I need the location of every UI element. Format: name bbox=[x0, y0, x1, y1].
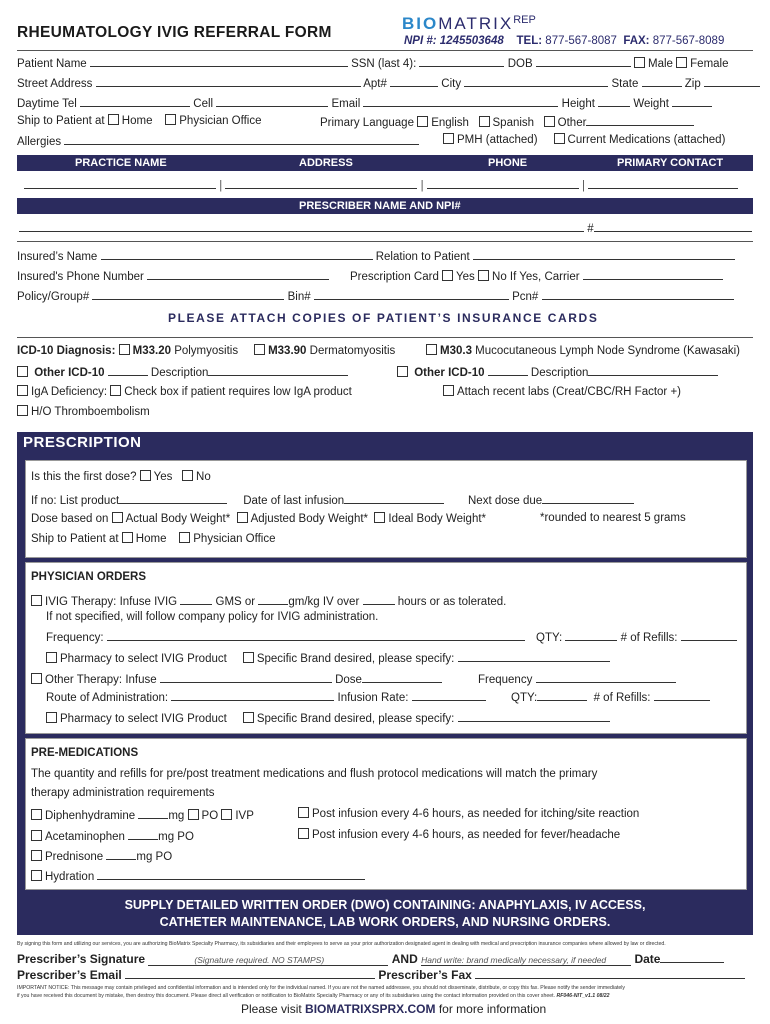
insured-name-field[interactable] bbox=[101, 248, 373, 260]
company-logo: $BIOMATRIX^{REP}$ bbox=[402, 14, 536, 33]
ivig-gmkg-field[interactable] bbox=[258, 593, 288, 605]
ivig-row: IVIG Therapy: Infuse IVIG GMS or gm/kg IV over hours or as tolerated. bbox=[31, 593, 506, 608]
first-dose-no-checkbox[interactable] bbox=[182, 470, 193, 481]
practice-fields-row: | | | bbox=[24, 177, 738, 192]
address-row: Street Address Apt# City State Zip bbox=[17, 75, 760, 90]
kawasaki-option: M30.3 Mucocutaneous Lymph Node Syndrome (Kawasaki) bbox=[426, 344, 740, 357]
last-infusion-field[interactable] bbox=[344, 492, 444, 504]
premedications-title: PRE-MEDICATIONS bbox=[31, 747, 139, 759]
premeds-text-1: The quantity and refills for pre/post treatment medications and flush protocol medications will match the primary bbox=[31, 768, 598, 780]
post-itch-row: Post infusion every 4-6 hours, as needed for itching/site reaction bbox=[298, 807, 639, 820]
primary-contact-field[interactable] bbox=[588, 177, 738, 189]
pharmacy-select-checkbox-1[interactable] bbox=[46, 652, 57, 663]
m303-checkbox[interactable] bbox=[426, 344, 437, 355]
prescriber-header-bar: PRESCRIBER NAME AND NPI# bbox=[17, 198, 753, 214]
other-therapy-checkbox[interactable] bbox=[31, 673, 42, 684]
male-checkbox[interactable] bbox=[634, 57, 645, 68]
ivig-gms-field[interactable] bbox=[180, 593, 212, 605]
physician-orders-title: PHYSICIAN ORDERS bbox=[31, 571, 147, 583]
pmh-checkbox[interactable] bbox=[443, 133, 454, 144]
other-icd-checkbox-1[interactable] bbox=[17, 366, 28, 377]
attach-cards-notice: PLEASE ATTACH COPIES OF PATIENT’S INSURANCE CARDS bbox=[168, 311, 599, 325]
rx-ship-office-checkbox[interactable] bbox=[179, 532, 190, 543]
acetaminophen-row: Acetaminophen mg PO bbox=[31, 828, 194, 843]
spanish-checkbox[interactable] bbox=[479, 116, 490, 127]
specific-brand-checkbox-2[interactable] bbox=[243, 712, 254, 723]
dob-field[interactable] bbox=[536, 55, 631, 67]
brand-necessary-field[interactable]: Hand write: brand medically necessary, if needed bbox=[421, 955, 631, 966]
prescriber-npi-field[interactable] bbox=[594, 220, 752, 232]
qty-field-1[interactable] bbox=[565, 629, 617, 641]
other-frequency-field[interactable] bbox=[536, 671, 676, 683]
pharmacy-select-checkbox-2[interactable] bbox=[46, 712, 57, 723]
insured-phone-field[interactable] bbox=[147, 268, 329, 280]
pcn-field[interactable] bbox=[542, 288, 734, 300]
next-dose-row: Next dose due bbox=[468, 492, 634, 507]
physician-orders-box bbox=[25, 562, 747, 734]
adjusted-weight-checkbox[interactable] bbox=[237, 512, 248, 523]
rate-field[interactable] bbox=[412, 689, 486, 701]
bin-field[interactable] bbox=[314, 288, 509, 300]
hydration-field[interactable] bbox=[97, 868, 365, 880]
policy-field[interactable] bbox=[92, 288, 284, 300]
allergies-row: Allergies bbox=[17, 133, 419, 148]
prescriber-fax-field[interactable] bbox=[475, 967, 745, 979]
specific-brand-field-2[interactable] bbox=[458, 710, 610, 722]
insured-name-row: Insured’s Name Relation to Patient bbox=[17, 248, 735, 263]
diphen-po-checkbox[interactable] bbox=[188, 809, 199, 820]
other-icd-field-2[interactable] bbox=[488, 364, 528, 376]
labs-row: Attach recent labs (Creat/CBC/RH Factor +) bbox=[443, 385, 681, 398]
website-link[interactable]: BIOMATRIXSPRX.COM bbox=[305, 1002, 436, 1016]
m3390-checkbox[interactable] bbox=[254, 344, 265, 355]
post-fever-row: Post infusion every 4-6 hours, as needed for fever/headache bbox=[298, 828, 620, 841]
dose-based-row: Dose based on Actual Body Weight* Adjusted Body Weight* Ideal Body Weight* bbox=[31, 513, 487, 525]
insured-phone-row: Insured's Phone Number bbox=[17, 268, 329, 283]
product-row: If no: List product Date of last infusion bbox=[31, 492, 444, 507]
other-language-field[interactable] bbox=[586, 114, 694, 126]
low-iga-checkbox[interactable] bbox=[110, 385, 121, 396]
female-checkbox[interactable] bbox=[676, 57, 687, 68]
frequency-field[interactable] bbox=[107, 629, 525, 641]
hydration-checkbox[interactable] bbox=[31, 870, 42, 881]
ideal-weight-checkbox[interactable] bbox=[374, 512, 385, 523]
other-therapy-row: Other Therapy: Infuse Dose bbox=[31, 671, 442, 686]
form-title: RHEUMATOLOGY IVIG REFERRAL FORM bbox=[17, 24, 332, 41]
street-field[interactable] bbox=[96, 75, 361, 87]
diagnosis-row: ICD-10 Diagnosis: M33.20 Polymyositis M33.90 Dermatomyositis bbox=[17, 345, 396, 357]
other-icd-checkbox-2[interactable] bbox=[397, 366, 408, 377]
prescriber-email-field[interactable] bbox=[125, 967, 375, 979]
ship-language-row: Ship to Patient at Home Physician Office bbox=[17, 115, 262, 127]
thrombo-row: H/O Thromboembolism bbox=[17, 405, 150, 418]
qty-refills-row-2: QTY: # of Refills: bbox=[511, 689, 710, 704]
labs-checkbox[interactable] bbox=[443, 385, 454, 396]
prescriber-fields-row: # bbox=[19, 220, 752, 235]
description-field-2[interactable] bbox=[588, 364, 718, 376]
notice-line-2: if you have received this document by mistake, then destroy this document. Please direct all verification or notification to BioMatrix Specialty Pharmacy or any of its subsidiaries using the contact information provided on this cover sheet. RF046-NIT_v1.1 08/22 bbox=[17, 993, 610, 999]
zip-field[interactable] bbox=[704, 75, 760, 87]
route-row: Route of Administration: Infusion Rate: bbox=[46, 689, 486, 704]
apt-field[interactable] bbox=[390, 75, 438, 87]
practice-name-field[interactable] bbox=[24, 177, 216, 189]
refills-field-2[interactable] bbox=[654, 689, 710, 701]
rounding-note: *rounded to nearest 5 grams bbox=[540, 512, 686, 524]
first-dose-yes-checkbox[interactable] bbox=[140, 470, 151, 481]
policy-row: Policy/Group# Bin# Pcn# bbox=[17, 288, 734, 303]
ivig-product-row: Pharmacy to select IVIG Product Specific Brand desired, please specify: bbox=[46, 650, 610, 665]
rx-card-no-checkbox[interactable] bbox=[478, 270, 489, 281]
insurance-divider bbox=[17, 337, 753, 338]
diphen-mg-field[interactable] bbox=[138, 807, 168, 819]
notice-line-1: IMPORTANT NOTICE: This message may contain privileged and confidential information and is intended only for the individual named. If you are not the named addressee, you should not disseminate, distribute, or copy this fax. Please notify the sender immediately bbox=[17, 985, 626, 991]
pred-mg-field[interactable] bbox=[106, 848, 136, 860]
header-divider bbox=[17, 50, 753, 51]
prescriber-name-field[interactable] bbox=[19, 220, 584, 232]
next-dose-field[interactable] bbox=[542, 492, 634, 504]
email-field[interactable] bbox=[363, 95, 558, 107]
specific-brand-checkbox-1[interactable] bbox=[243, 652, 254, 663]
hydration-row: Hydration bbox=[31, 868, 365, 883]
patient-name-field[interactable] bbox=[90, 55, 348, 67]
qty-field-2[interactable] bbox=[537, 689, 587, 701]
dose-field[interactable] bbox=[362, 671, 442, 683]
other-therapy-field[interactable] bbox=[160, 671, 332, 683]
first-dose-row: Is this the first dose? Yes No bbox=[31, 471, 211, 483]
attachments-row: PMH (attached) Current Medications (attached) bbox=[443, 133, 725, 146]
current-meds-checkbox[interactable] bbox=[554, 133, 565, 144]
post-fever-checkbox[interactable] bbox=[298, 828, 309, 839]
date-field[interactable] bbox=[660, 951, 724, 963]
practice-header-bar: PRACTICE NAME ADDRESS PHONE PRIMARY CONTACT bbox=[17, 155, 753, 171]
premeds-text-2: therapy administration requirements bbox=[31, 787, 215, 799]
practice-address-field[interactable] bbox=[225, 177, 417, 189]
dwo-notice: SUPPLY DETAILED WRITTEN ORDER (DWO) CONTAINING: ANAPHYLAXIS, IV ACCESS, CATHETER MAINTENANCE, LAB WORK ORDERS, AND NURSING ORDERS. bbox=[124, 898, 646, 929]
ship-home-checkbox[interactable] bbox=[108, 114, 119, 125]
language-row: Primary Language English Spanish Other bbox=[320, 114, 694, 129]
visit-website: Please visit BIOMATRIXSPRX.COM for more information bbox=[241, 1002, 547, 1016]
signature-row: Prescriber’s Signature (Signature required. NO STAMPS) AND Hand write: brand medically necessary, if needed Date bbox=[17, 951, 724, 966]
daytime-field[interactable] bbox=[80, 95, 190, 107]
allergies-field[interactable] bbox=[64, 133, 419, 145]
iga-row: IgA Deficiency: Check box if patient requires low IgA product bbox=[17, 385, 352, 398]
diphenhydramine-row: Diphenhydramine mg PO IVP bbox=[31, 807, 254, 822]
phone-row: Daytime Tel Cell Email Height Weight bbox=[17, 95, 712, 110]
route-field[interactable] bbox=[171, 689, 334, 701]
email-fax-row: Prescriber’s Email Prescriber’s Fax bbox=[17, 967, 745, 982]
height-field[interactable] bbox=[598, 95, 630, 107]
frequency-row: Frequency: bbox=[46, 629, 525, 644]
prescription-title: PRESCRIPTION bbox=[23, 434, 142, 451]
consent-text: By signing this form and utilizing our services, you are authorizing BioMatrix Specialty Pharmacy, its subsidiaries and their employees to serve as your prior authorization designated agent in dealing with medical and prescription insurance companies where allowed by law or directed. bbox=[17, 941, 666, 947]
actual-weight-checkbox[interactable] bbox=[112, 512, 123, 523]
thrombo-checkbox[interactable] bbox=[17, 405, 28, 416]
acet-checkbox[interactable] bbox=[31, 830, 42, 841]
m3320-checkbox[interactable] bbox=[119, 344, 130, 355]
cell-field[interactable] bbox=[216, 95, 328, 107]
other-product-row: Pharmacy to select IVIG Product Specific Brand desired, please specify: bbox=[46, 710, 610, 725]
specific-brand-field-1[interactable] bbox=[458, 650, 610, 662]
ship-office-checkbox[interactable] bbox=[165, 114, 176, 125]
ivig-policy-note: If not specified, will follow company policy for IVIG administration. bbox=[46, 611, 379, 623]
diphen-ivp-checkbox[interactable] bbox=[221, 809, 232, 820]
carrier-field[interactable] bbox=[583, 268, 723, 280]
ivig-checkbox[interactable] bbox=[31, 595, 42, 606]
pred-checkbox[interactable] bbox=[31, 850, 42, 861]
description-field-1[interactable] bbox=[208, 364, 348, 376]
acet-mg-field[interactable] bbox=[128, 828, 158, 840]
ivig-hours-field[interactable] bbox=[363, 593, 395, 605]
iga-checkbox[interactable] bbox=[17, 385, 28, 396]
other-icd-row-1: Other ICD-10 Description bbox=[17, 364, 348, 379]
rx-ship-home-checkbox[interactable] bbox=[122, 532, 133, 543]
product-field[interactable] bbox=[119, 492, 227, 504]
other-frequency-row: Frequency bbox=[478, 671, 676, 686]
other-icd-row-2: Other ICD-10 Description bbox=[397, 364, 718, 379]
qty-refills-row-1: QTY: # of Refills: bbox=[536, 629, 737, 644]
state-field[interactable] bbox=[642, 75, 682, 87]
ssn-field[interactable] bbox=[419, 55, 504, 67]
other-icd-field-1[interactable] bbox=[108, 364, 148, 376]
weight-field[interactable] bbox=[672, 95, 712, 107]
city-field[interactable] bbox=[464, 75, 608, 87]
rx-card-row: Prescription Card Yes No If Yes, Carrier bbox=[350, 268, 723, 283]
post-itch-checkbox[interactable] bbox=[298, 807, 309, 818]
diphen-checkbox[interactable] bbox=[31, 809, 42, 820]
practice-phone-field[interactable] bbox=[427, 177, 579, 189]
contact-info: NPI #: 1245503648 TEL: 877-567-8087 FAX: 877-567-8089 bbox=[404, 35, 725, 47]
english-checkbox[interactable] bbox=[417, 116, 428, 127]
practice-divider bbox=[17, 241, 753, 242]
prednisone-row: Prednisone mg PO bbox=[31, 848, 172, 863]
refills-field-1[interactable] bbox=[681, 629, 737, 641]
relation-field[interactable] bbox=[473, 248, 735, 260]
patient-name-row: Patient Name SSN (last 4): DOB Male Female bbox=[17, 55, 729, 70]
rx-ship-row: Ship to Patient at Home Physician Office bbox=[31, 533, 276, 545]
rx-card-yes-checkbox[interactable] bbox=[442, 270, 453, 281]
other-language-checkbox[interactable] bbox=[544, 116, 555, 127]
signature-field[interactable]: (Signature required. NO STAMPS) bbox=[148, 955, 388, 966]
